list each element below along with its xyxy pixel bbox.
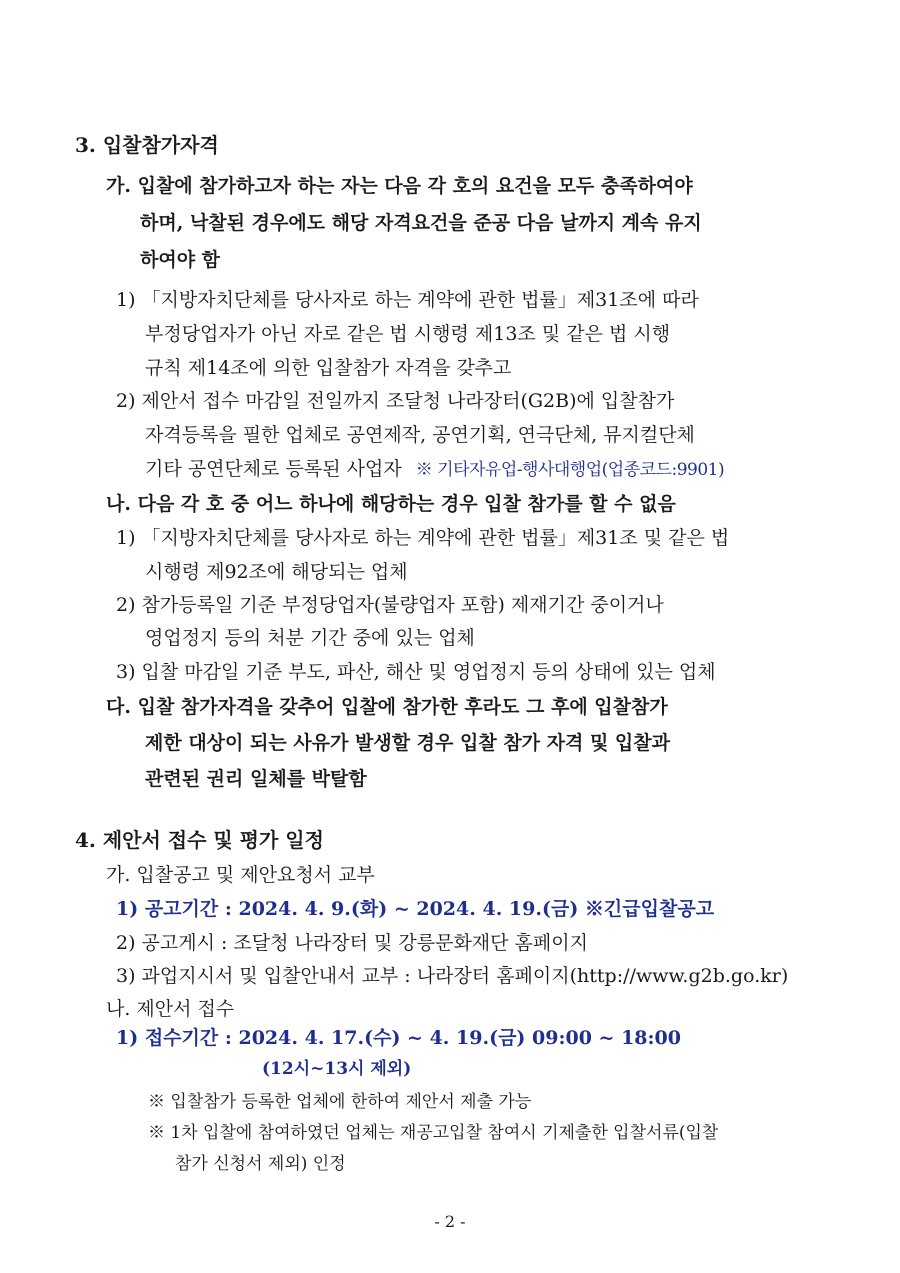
submission-period-exclusion: (12시~13시 제외) — [262, 1059, 412, 1079]
section-4-heading: 4. 제안서 접수 및 평가 일정 — [75, 828, 324, 852]
sec4-ga-item3: 3) 과업지시서 및 입찰안내서 교부 : 나라장터 홈페이지(http://www.g2b.go.kr) — [116, 965, 789, 987]
sec3-na-line1: 나. 다음 각 호 중 어느 하나에 해당하는 경우 입찰 참가를 할 수 없음 — [106, 493, 676, 515]
sec4-na-note2-line1: ※ 1차 입찰에 참여하였던 업체는 재공고입찰 참여시 기제출한 입찰서류(입찰 — [148, 1123, 719, 1143]
sec3-na-item1-line1: 1) 「지방자치단체를 당사자로 하는 계약에 관한 법률」제31조 및 같은 법 — [116, 527, 730, 549]
notice-period: 1) 공고기간 : 2024. 4. 9.(화) ~ 2024. 4. 19.(금) ※긴급입찰공고 — [116, 898, 715, 920]
sec3-ga-line2: 하며, 낙찰된 경우에도 해당 자격요건을 준공 다음 날까지 계속 유지 — [140, 212, 702, 234]
sec3-ga-item2-line3 — [145, 456, 724, 483]
sec3-da-line1: 다. 입찰 참가자격을 갖추어 입찰에 참가한 후라도 그 후에 입찰참가 — [106, 696, 668, 718]
sec3-ga-item1-line3: 규칙 제14조에 의한 입찰참가 자격을 갖추고 — [145, 357, 512, 379]
sec4-na-note1: ※ 입찰참가 등록한 업체에 한하여 제안서 제출 가능 — [148, 1092, 532, 1112]
sec3-ga-line1: 가. 입찰에 참가하고자 하는 자는 다음 각 호의 요건을 모두 충족하여야 — [106, 175, 693, 197]
sec3-ga-item1-line1: 1) 「지방자치단체를 당사자로 하는 계약에 관한 법률」제31조에 따라 — [116, 289, 699, 311]
sec3-na-item2-line1: 2) 참가등록일 기준 부정당업자(불량업자 포함) 제재기간 중이거나 — [116, 594, 664, 616]
sec4-na-note2-line2: 참가 신청서 제외) 인정 — [175, 1154, 346, 1174]
submission-period: 1) 접수기간 : 2024. 4. 17.(수) ~ 4. 19.(금) 09:00 ~ 18:00 — [116, 1027, 681, 1049]
sec3-na-item1-line2: 시행령 제92조에 해당되는 업체 — [145, 561, 408, 583]
section-3-heading: 3. 입찰참가자격 — [75, 133, 219, 157]
sec4-ga-line1: 가. 입찰공고 및 제안요청서 교부 — [106, 864, 375, 886]
sec3-ga-item2-line1: 2) 제안서 접수 마감일 전일까지 조달청 나라장터(G2B)에 입찰참가 — [116, 390, 675, 412]
sec3-ga-item1-line2: 부정당업자가 아닌 자로 같은 법 시행령 제13조 및 같은 법 시행 — [145, 323, 671, 345]
industry-code-note: ※ 기타자유업-행사대행업(업종코드:9901) — [415, 460, 725, 480]
sec4-ga-item2: 2) 공고게시 : 조달청 나라장터 및 강릉문화재단 홈페이지 — [116, 932, 588, 954]
sec4-na-line1: 나. 제안서 접수 — [106, 998, 235, 1020]
sec3-ga-item2-line3-text: 기타 공연단체로 등록된 사업자 — [145, 458, 402, 480]
sec3-na-item2-line2: 영업정지 등의 처분 기간 중에 있는 업체 — [145, 627, 475, 649]
sec3-da-line3: 관련된 권리 일체를 박탈함 — [145, 768, 367, 790]
sec3-da-line2: 제한 대상이 되는 사유가 발생할 경우 입찰 참가 자격 및 입찰과 — [145, 732, 670, 754]
sec3-ga-line3: 하여야 함 — [140, 249, 221, 271]
page-number: - 2 - — [434, 1212, 466, 1231]
sec3-na-item3-line1: 3) 입찰 마감일 기준 부도, 파산, 해산 및 영업정지 등의 상태에 있는 업체 — [116, 661, 716, 683]
sec3-ga-item2-line2: 자격등록을 필한 업체로 공연제작, 공연기획, 연극단체, 뮤지컬단체 — [145, 424, 695, 446]
